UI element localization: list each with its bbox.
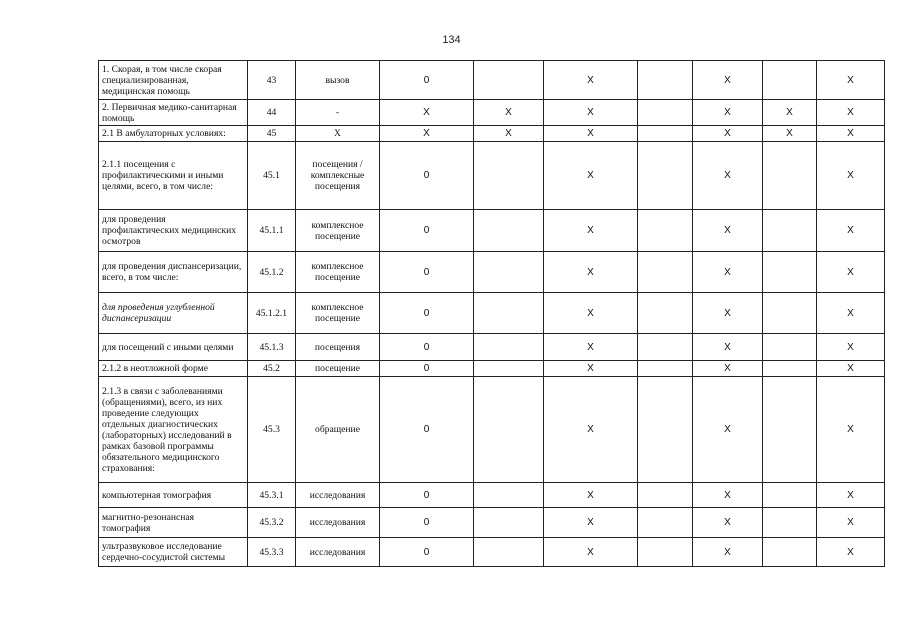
value-cell — [638, 334, 693, 361]
value-cell — [638, 252, 693, 293]
row-label: ультразвуковое исследование сердечно-сосудистой системы — [99, 538, 248, 567]
value-cell: X — [817, 377, 885, 483]
table-row — [99, 334, 885, 361]
row-label: 2.1.1 посещения с профилактическими и иными целями, всего, в том числе: — [99, 142, 248, 210]
row-code: 45 — [248, 126, 296, 142]
value-cell: X — [817, 538, 885, 567]
data-table — [98, 60, 885, 567]
value-cell: X — [817, 361, 885, 377]
table-row — [99, 252, 885, 293]
row-unit: посещения / комплексные посещения — [296, 142, 380, 210]
value-cell — [763, 210, 817, 252]
row-code: 45.2 — [248, 361, 296, 377]
value-cell — [474, 210, 544, 252]
value-cell — [763, 293, 817, 334]
value-cell — [763, 334, 817, 361]
value-cell — [638, 61, 693, 100]
value-cell — [763, 483, 817, 508]
value-cell — [763, 61, 817, 100]
value-cell: X — [544, 538, 638, 567]
value-cell — [638, 377, 693, 483]
value-cell — [474, 252, 544, 293]
table-row — [99, 508, 885, 538]
value-cell: X — [544, 210, 638, 252]
value-cell: X — [817, 61, 885, 100]
value-cell: X — [544, 252, 638, 293]
table-row — [99, 61, 885, 100]
value-cell — [638, 142, 693, 210]
value-cell: X — [693, 483, 763, 508]
value-cell: X — [763, 100, 817, 126]
value-cell: 0 — [380, 210, 474, 252]
row-unit: комплексное посещение — [296, 252, 380, 293]
value-cell — [474, 483, 544, 508]
value-cell — [763, 538, 817, 567]
row-code: 45.1 — [248, 142, 296, 210]
value-cell: X — [817, 293, 885, 334]
value-cell: 0 — [380, 293, 474, 334]
row-code: 44 — [248, 100, 296, 126]
value-cell: X — [817, 142, 885, 210]
value-cell: X — [544, 142, 638, 210]
value-cell: X — [817, 334, 885, 361]
row-label: 2.1.2 в неотложной форме — [99, 361, 248, 377]
value-cell — [763, 361, 817, 377]
value-cell: X — [544, 293, 638, 334]
row-label: магнитно-резонансная томография — [99, 508, 248, 538]
row-code: 43 — [248, 61, 296, 100]
value-cell: 0 — [380, 142, 474, 210]
value-cell: 0 — [380, 252, 474, 293]
value-cell: X — [693, 361, 763, 377]
value-cell — [763, 142, 817, 210]
row-unit: комплексное посещение — [296, 293, 380, 334]
row-code: 45.3.2 — [248, 508, 296, 538]
table-row — [99, 210, 885, 252]
value-cell: X — [693, 508, 763, 538]
value-cell: X — [693, 61, 763, 100]
value-cell — [638, 508, 693, 538]
row-code: 45.1.2 — [248, 252, 296, 293]
value-cell: X — [474, 100, 544, 126]
row-unit: посещения — [296, 334, 380, 361]
value-cell — [638, 483, 693, 508]
value-cell: X — [544, 361, 638, 377]
value-cell — [638, 293, 693, 334]
value-cell — [474, 361, 544, 377]
value-cell: X — [544, 508, 638, 538]
value-cell: X — [817, 100, 885, 126]
table-row — [99, 100, 885, 126]
row-label: 2. Первичная медико-санитарная помощь — [99, 100, 248, 126]
value-cell — [474, 538, 544, 567]
value-cell: X — [693, 377, 763, 483]
value-cell: X — [380, 126, 474, 142]
value-cell: X — [693, 126, 763, 142]
row-unit: комплексное посещение — [296, 210, 380, 252]
value-cell: X — [817, 126, 885, 142]
value-cell: 0 — [380, 508, 474, 538]
page-number: 134 — [442, 34, 461, 46]
row-code: 45.1.2.1 — [248, 293, 296, 334]
value-cell: X — [693, 293, 763, 334]
table-row — [99, 142, 885, 210]
table-row — [99, 126, 885, 142]
table-row — [99, 361, 885, 377]
value-cell — [638, 538, 693, 567]
value-cell — [638, 126, 693, 142]
value-cell: X — [693, 334, 763, 361]
value-cell: X — [693, 210, 763, 252]
row-code: 45.3 — [248, 377, 296, 483]
value-cell: X — [474, 126, 544, 142]
value-cell: 0 — [380, 483, 474, 508]
table-row — [99, 293, 885, 334]
value-cell: X — [763, 126, 817, 142]
value-cell: X — [544, 377, 638, 483]
row-unit: вызов — [296, 61, 380, 100]
value-cell — [474, 377, 544, 483]
value-cell: X — [544, 334, 638, 361]
value-cell: X — [817, 252, 885, 293]
value-cell — [763, 252, 817, 293]
value-cell: 0 — [380, 61, 474, 100]
row-unit: исследования — [296, 508, 380, 538]
value-cell: X — [693, 252, 763, 293]
value-cell: X — [817, 508, 885, 538]
row-label: компьютерная томография — [99, 483, 248, 508]
value-cell — [763, 377, 817, 483]
value-cell: X — [544, 61, 638, 100]
row-unit: исследования — [296, 538, 380, 567]
table-row — [99, 483, 885, 508]
row-code: 45.3.3 — [248, 538, 296, 567]
value-cell: X — [380, 100, 474, 126]
value-cell: X — [544, 100, 638, 126]
table-row — [99, 538, 885, 567]
value-cell — [474, 508, 544, 538]
value-cell: X — [693, 538, 763, 567]
value-cell: 0 — [380, 334, 474, 361]
value-cell — [474, 334, 544, 361]
value-cell — [638, 100, 693, 126]
row-code: 45.1.1 — [248, 210, 296, 252]
row-unit: исследования — [296, 483, 380, 508]
value-cell — [763, 508, 817, 538]
row-label: для проведения профилактических медицинских осмотров — [99, 210, 248, 252]
row-unit: X — [296, 126, 380, 142]
table-row — [99, 377, 885, 483]
row-label: для проведения диспансеризации, всего, в том числе: — [99, 252, 248, 293]
row-unit: посещение — [296, 361, 380, 377]
row-label: 2.1 В амбулаторных условиях: — [99, 126, 248, 142]
value-cell — [638, 210, 693, 252]
row-unit: - — [296, 100, 380, 126]
value-cell — [474, 142, 544, 210]
value-cell: 0 — [380, 361, 474, 377]
table-body — [99, 61, 885, 567]
value-cell: X — [544, 483, 638, 508]
value-cell: 0 — [380, 538, 474, 567]
row-label: 2.1.3 в связи с заболеваниями (обращениями), всего, из них проведение следующих отдельных диагностических (лабораторных) исследований в рамках базовой программы обязательного медицинского страхования: — [99, 377, 248, 483]
value-cell: X — [693, 142, 763, 210]
row-label: для проведения углубленной диспансеризации — [99, 293, 248, 334]
row-label: для посещений с иными целями — [99, 334, 248, 361]
value-cell — [474, 293, 544, 334]
value-cell: X — [693, 100, 763, 126]
row-code: 45.1.3 — [248, 334, 296, 361]
row-code: 45.3.1 — [248, 483, 296, 508]
row-unit: обращение — [296, 377, 380, 483]
value-cell: X — [817, 210, 885, 252]
value-cell: X — [817, 483, 885, 508]
value-cell — [474, 61, 544, 100]
value-cell: 0 — [380, 377, 474, 483]
row-label: 1. Скорая, в том числе скорая специализированная, медицинская помощь — [99, 61, 248, 100]
value-cell: X — [544, 126, 638, 142]
value-cell — [638, 361, 693, 377]
